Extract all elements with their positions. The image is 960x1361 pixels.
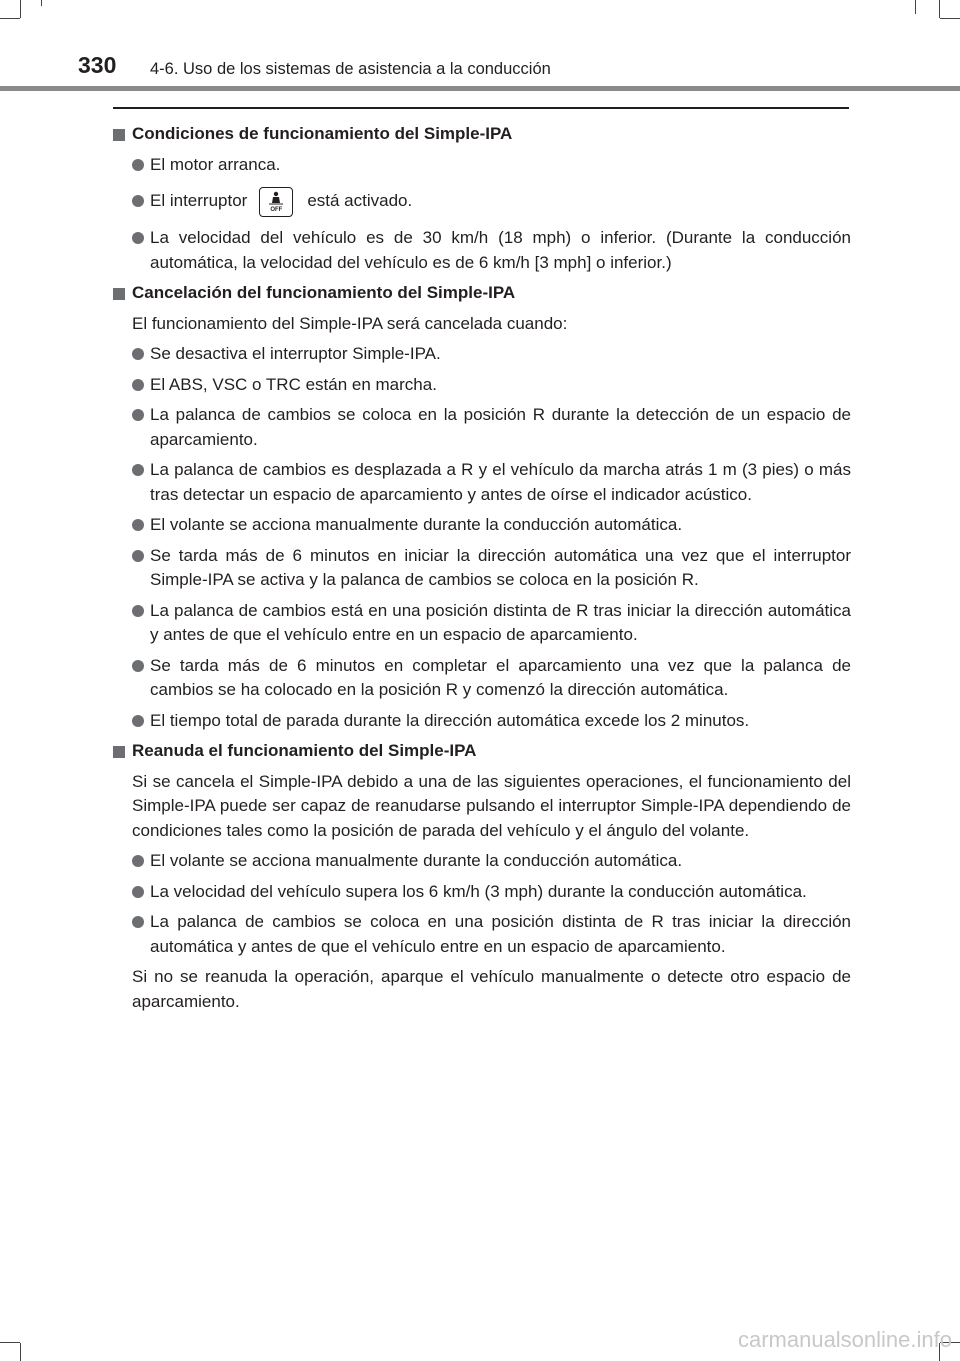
section-title: 4-6. Uso de los sistemas de asistencia a la conducción — [150, 60, 551, 78]
list-item — [113, 599, 851, 648]
list-item-text: Se desactiva el interruptor Simple-IPA. — [150, 344, 441, 363]
circle-bullet-icon — [132, 232, 144, 244]
list-item-text: La palanca de cambios se coloca en una posición distinta de R tras iniciar la dirección automática y antes de que el vehículo entre en un espacio de aparcamiento. — [150, 912, 851, 956]
list-item — [113, 513, 851, 538]
heading-text: Condiciones de funcionamiento del Simple-IPA — [132, 124, 513, 143]
square-bullet-icon — [113, 288, 125, 300]
list-item-text: El ABS, VSC o TRC están en marcha. — [150, 374, 437, 394]
list-item — [113, 849, 851, 874]
crop-mark — [41, 0, 42, 6]
list-item-text: El volante se acciona manualmente durante la conducción automática. — [150, 851, 683, 870]
list-item — [113, 880, 851, 905]
list-item — [113, 183, 851, 218]
circle-bullet-icon — [132, 195, 144, 207]
list-item-text: La palanca de cambios es desplazada a R y el vehículo da marcha atrás 1 m (3 pies) o más tras detectar un espacio de aparcamiento y antes de oírse el indicador acústico. — [150, 460, 851, 504]
list-item-text: La velocidad del vehículo supera los 6 km/h (3 mph) durante la conducción automática. — [150, 881, 807, 901]
page-number: 330 — [78, 52, 117, 78]
circle-bullet-icon — [132, 519, 144, 531]
list-item — [113, 373, 851, 398]
paragraph: Si no se reanuda la operación, aparque el vehículo manualmente o detecte otro espacio de aparcamiento. — [132, 967, 851, 1011]
circle-bullet-icon — [132, 605, 144, 617]
list-item — [113, 910, 851, 959]
crop-mark — [939, 0, 940, 18]
circle-bullet-icon — [132, 916, 144, 928]
square-bullet-icon — [113, 746, 125, 758]
list-item-text: La palanca de cambios está en una posición distinta de R tras iniciar la dirección automática y antes de que el vehículo entre en un espacio de aparcamiento. — [150, 600, 851, 644]
list-item-text: El tiempo total de parada durante la dirección automática excede los 2 minutos. — [150, 710, 750, 730]
list-item — [113, 709, 851, 734]
watermark: carmanualsonline.info — [737, 1327, 952, 1352]
list-item — [113, 458, 851, 507]
list-item-text: está activado. — [307, 191, 413, 210]
list-item — [113, 654, 851, 703]
list-item — [113, 544, 851, 593]
circle-bullet-icon — [132, 550, 144, 562]
paragraph: Si se cancela el Simple-IPA debido a una de las siguientes operaciones, el funcionamiento del Simple-IPA puede ser capaz de reanudarse pulsando el interruptor Simple-IPA dependiendo de condiciones tales como la posición de parada del vehículo y el ángulo del volante. — [132, 771, 851, 840]
circle-bullet-icon — [132, 348, 144, 360]
crop-mark — [0, 18, 20, 19]
header-rule — [113, 107, 849, 109]
section-heading — [113, 281, 851, 306]
circle-bullet-icon — [132, 409, 144, 421]
list-item-text: Se tarda más de 6 minutos en completar el aparcamiento una vez que la palanca de cambios se ha colocado en la posición R y comenzó la dirección automática. — [150, 655, 851, 699]
section-heading — [113, 739, 851, 764]
simple-ipa-switch-icon — [259, 187, 293, 217]
list-item — [113, 226, 851, 275]
list-item-text: Se tarda más de 6 minutos en iniciar la dirección automática una vez que el interruptor Simple-IPA se activa y la palanca de cambios se coloca en la posición R. — [150, 545, 851, 589]
crop-mark — [0, 1342, 20, 1343]
circle-bullet-icon — [132, 660, 144, 672]
list-item-text: El motor arranca. — [150, 154, 281, 174]
circle-bullet-icon — [132, 464, 144, 476]
paragraph: El funcionamiento del Simple-IPA será cancelada cuando: — [132, 313, 568, 333]
list-item — [113, 342, 851, 367]
heading-text: Cancelación del funcionamiento del Simple-IPA — [132, 283, 516, 302]
document-body — [113, 122, 851, 1020]
crop-mark — [20, 0, 21, 18]
crop-mark — [915, 0, 916, 14]
circle-bullet-icon — [132, 715, 144, 727]
circle-bullet-icon — [132, 159, 144, 171]
switch-off-label: OFF — [270, 206, 283, 213]
circle-bullet-icon — [132, 379, 144, 391]
section-heading — [113, 122, 851, 147]
crop-mark — [20, 1343, 21, 1361]
list-item-text: La palanca de cambios se coloca en la posición R durante la detección de un espacio de aparcamiento. — [150, 405, 851, 449]
list-item-text: La velocidad del vehículo es de 30 km/h (18 mph) o inferior. (Durante la conducción automática, la velocidad del vehículo es de 6 km/h [3 mph] o inferior.) — [150, 228, 851, 272]
circle-bullet-icon — [132, 886, 144, 898]
heading-text: Reanuda el funcionamiento del Simple-IPA — [132, 741, 477, 760]
list-item — [113, 153, 851, 178]
crop-mark — [940, 18, 960, 19]
list-item-text: El volante se acciona manualmente durante la conducción automática. — [150, 515, 683, 534]
list-item — [113, 403, 851, 452]
square-bullet-icon — [113, 129, 125, 141]
list-item-text: El interruptor — [150, 191, 248, 210]
header-bar — [0, 86, 960, 91]
circle-bullet-icon — [132, 855, 144, 867]
